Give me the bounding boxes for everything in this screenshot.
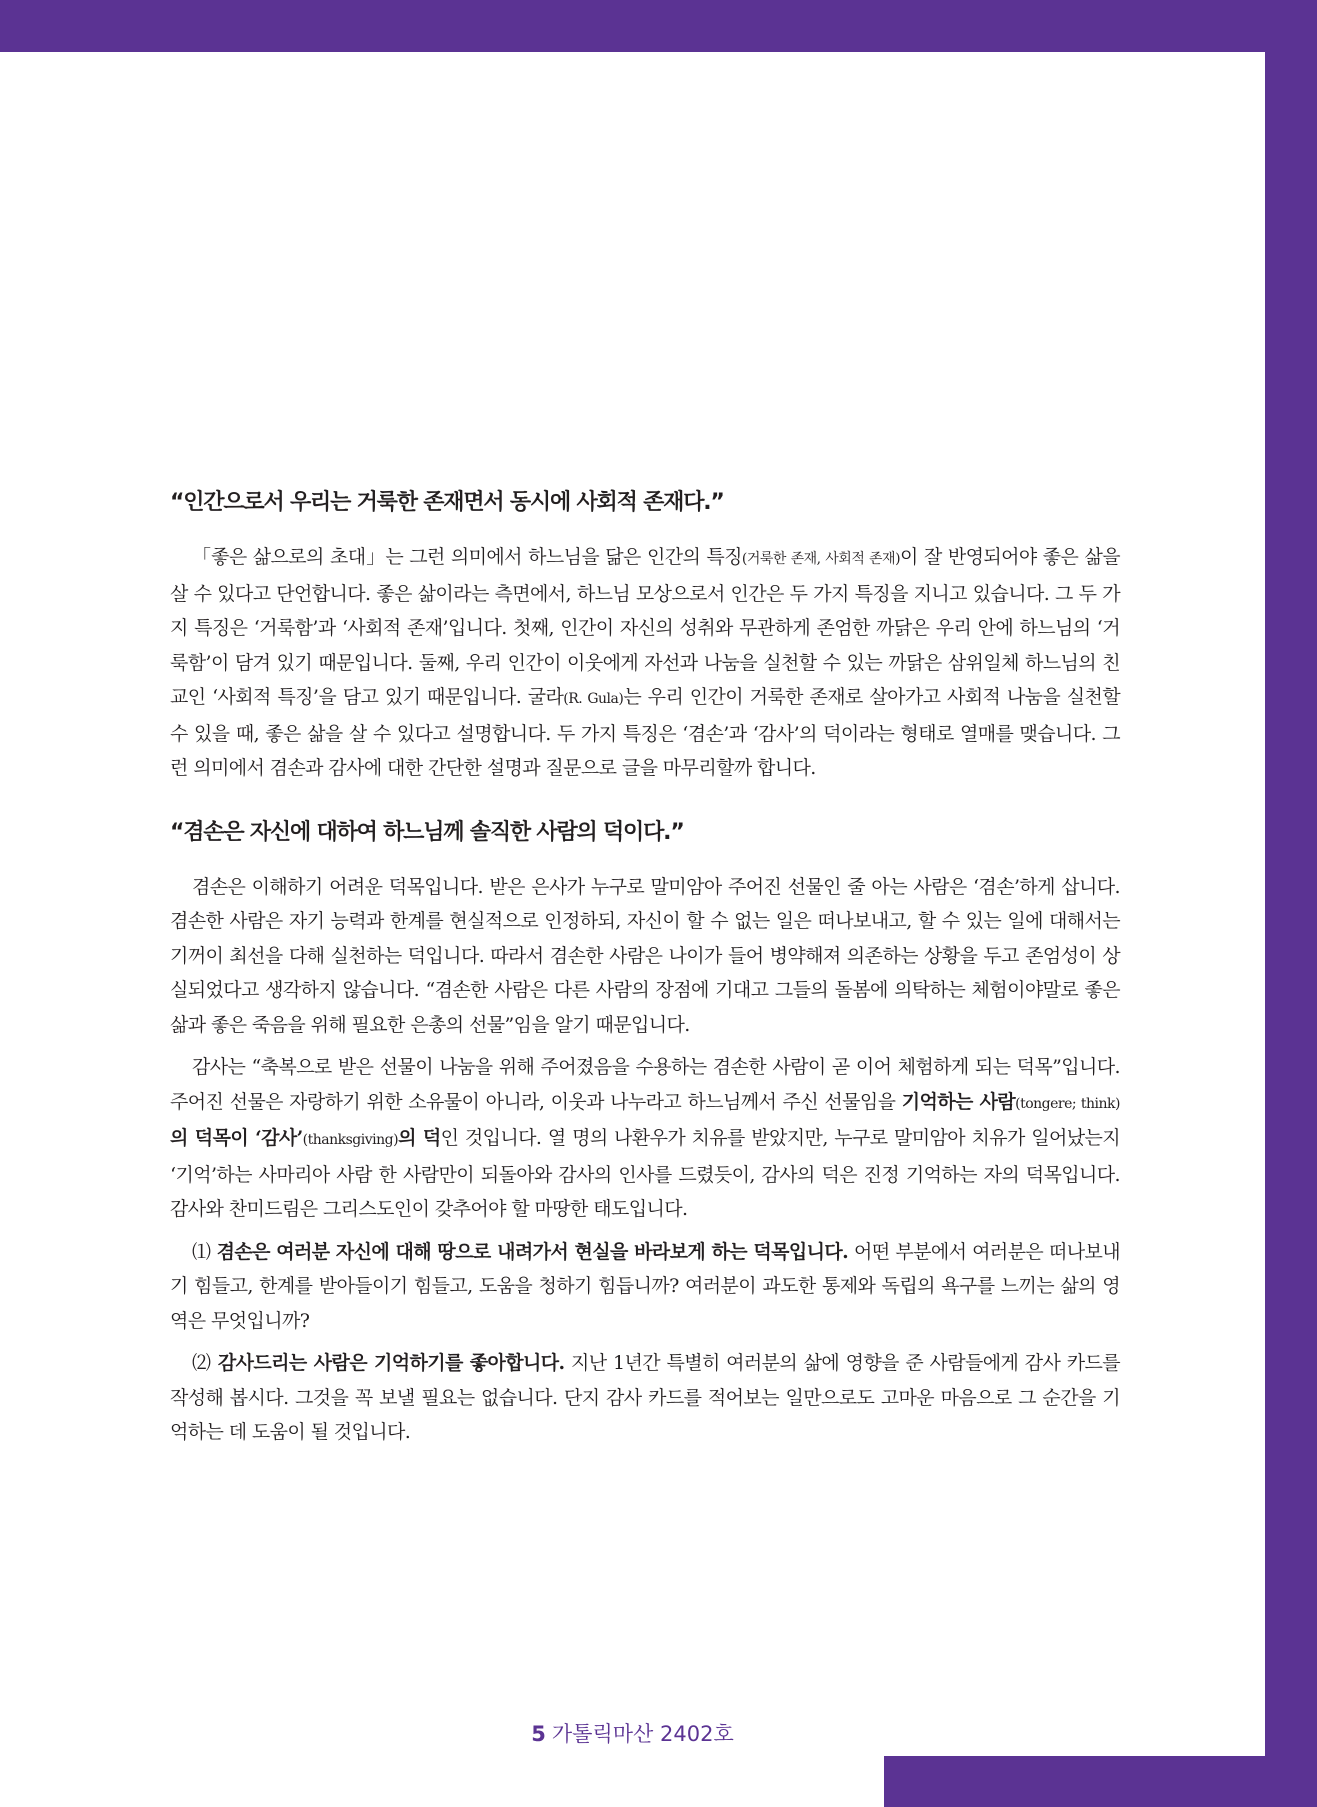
text-run-small: (거룩한 존재, 사회적 존재) [741, 551, 901, 567]
right-accent-bar [1265, 0, 1317, 1807]
text-run-small: (tongere; think) [1015, 1095, 1120, 1112]
top-accent-bar [0, 0, 1317, 52]
article-body [170, 484, 1120, 1458]
text-run: 감사는 “축복으로 받은 선물이 나눔을 위해 주어졌음을 수용하는 겸손한 사람이 곧 이어 체험하게 되는 덕목”입니다. 주어진 선물은 자랑하기 위한 소유물이 아니라, 이웃과 나누라고 하느님께서 주신 선물임을 [170, 1056, 1120, 1113]
text-run: 지난 1년간 특별히 여러분의 삶에 영향을 준 사람들에게 감사 카드를 작성해 봅시다. 그것을 꼭 보낼 필요는 없습니다. 단지 감사 카드를 적어보는 일만으로도 고마운 마음으로 그 순간을 기억하는 데 도움이 될 것입니다. [170, 1352, 1120, 1443]
text-run-bold: 기억하는 사람 [901, 1090, 1016, 1113]
text-run-small: (thanksgiving) [302, 1132, 399, 1148]
section-heading-1: “인간으로서 우리는 거룩한 존재면서 동시에 사회적 존재다.” [170, 490, 724, 515]
text-run: 이 잘 반영되어야 좋은 삶을 살 수 있다고 단언합니다. 좋은 삶이라는 측면에서, 하느님 모상으로서 인간은 두 가지 특징을 지니고 있습니다. 그 두 가지 특징은 ‘거룩함’과 ‘사회적 존재’입니다. 첫째, 인간이 자신의 성취와 무관하게 존엄한 까닭은 우리 안에 하느님의 ‘거룩함’이 담겨 있기 때문입니다. 둘째, 우리 인간이 이웃에게 자선과 나눔을 실천할 수 있는 까닭은 삼위일체 하느님의 친교인 ‘사회적 특징’을 담고 있기 때문입니다. 굴라 [170, 546, 1120, 708]
text-run: 「좋은 삶으로의 초대」는 그런 의미에서 하느님을 닮은 인간의 특징 [192, 546, 742, 568]
text-run-bold: 의 덕목이 ‘감사’ [170, 1127, 303, 1149]
section-heading-2: “겸손은 자신에 대하여 하느님께 솔직한 사람의 덕이다.” [170, 819, 684, 845]
text-run-bold: 겸손은 여러분 자신에 대해 땅으로 내려가서 현실을 바라보게 하는 덕목입니다. [216, 1240, 849, 1263]
text-run: 는 우리 인간이 거룩한 존재로 살아가고 사회적 나눔을 실천할 수 있을 때, 좋은 삶을 살 수 있다고 설명합니다. 두 가지 특징은 ‘겸손’과 ‘감사’의 덕이라는 형태로 열매를 맺습니다. 그런 의미에서 겸손과 감사에 대한 간단한 설명과 질문으로 글을 마무리할까 합니다. [170, 686, 1120, 779]
paragraph-1 [170, 540, 1120, 786]
page-number: 5 [531, 1722, 546, 1746]
question-number: ⑵ [192, 1352, 218, 1374]
text-run-small: (R. Gula) [563, 691, 624, 707]
question-1 [170, 1235, 1120, 1339]
text-run-bold: 의 덕 [398, 1127, 441, 1149]
text-run-bold: 감사드리는 사람은 기억하기를 좋아합니다. [217, 1352, 565, 1374]
paragraph-3 [170, 1050, 1120, 1227]
page-footer [0, 1718, 1265, 1748]
bottom-accent-bar [884, 1756, 1317, 1807]
text-run: 인 것입니다. 열 명의 나환우가 치유를 받았지만, 누구로 말미암아 치유가 일어났는지 ‘기억’하는 사마리아 사람 한 사람만이 되돌아와 감사의 인사를 드렸듯이, 감사의 덕은 진정 기억하는 자의 덕목입니다. 감사와 찬미드림은 그리스도인이 갖추어야 할 마땅한 태도입니다. [170, 1127, 1120, 1220]
text-run: 어떤 부분에서 여러분은 떠나보내기 힘들고, 한계를 받아들이기 힘들고, 도움을 청하기 힘듭니까? 여러분이 과도한 통제와 독립의 욕구를 느끼는 삶의 영역은 무엇입니까? [170, 1240, 1120, 1332]
publication-name: 가톨릭마산 2402호 [551, 1722, 734, 1746]
question-number: ⑴ [192, 1240, 217, 1263]
question-2 [170, 1346, 1120, 1450]
paragraph-2: 겸손은 이해하기 어려운 덕목입니다. 받은 은사가 누구로 말미암아 주어진 선물인 줄 아는 사람은 ‘겸손’하게 삽니다. 겸손한 사람은 자기 능력과 한계를 현실적으로 인정하되, 자신이 할 수 없는 일은 떠나보내고, 할 수 있는 일에 대해서는 기꺼이 최선을 다해 실천하는 덕입니다. 따라서 겸손한 사람은 나이가 들어 병약해져 의존하는 상황을 두고 존엄성이 상실되었다고 생각하지 않습니다. “겸손한 사람은 다른 사람의 장점에 기대고 그들의 돌봄에 의탁하는 체험이야말로 좋은 삶과 좋은 죽음을 위해 필요한 은총의 선물”임을 알기 때문입니다. [170, 875, 1120, 1036]
